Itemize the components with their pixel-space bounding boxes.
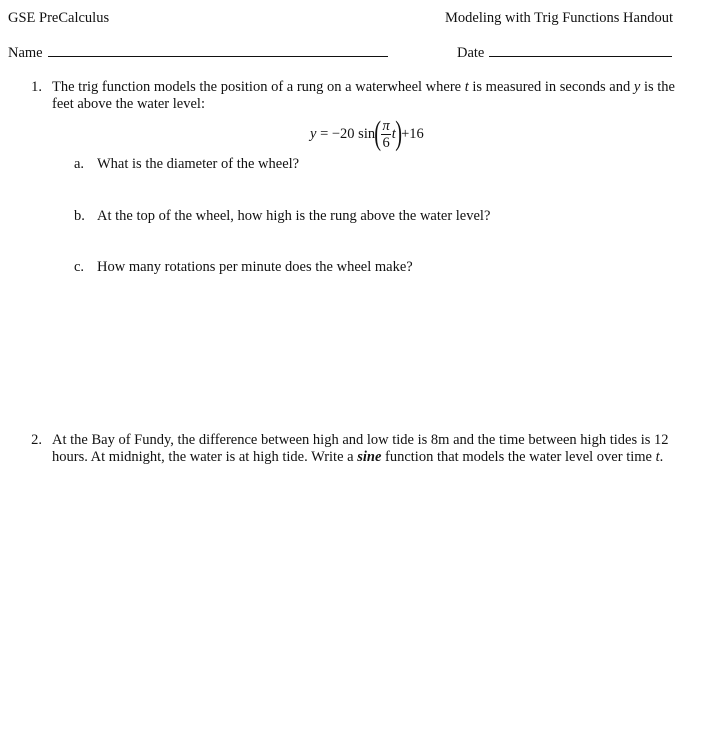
- question-1-text-a: The trig function models the position of a rung on a waterwheel where: [52, 79, 465, 95]
- question-1b-text: At the top of the wheel, how high is the rung above the water level?: [97, 208, 491, 224]
- question-2-text-c: .: [659, 449, 664, 465]
- left-paren: (: [374, 115, 382, 152]
- waterwheel-equation: [310, 113, 424, 155]
- question-1-text: [52, 79, 682, 113]
- course-title: GSE PreCalculus: [8, 10, 110, 26]
- question-1a-text: What is the diameter of the wheel?: [97, 156, 300, 172]
- question-1c-text: How many rotations per minute does the wheel make?: [97, 259, 413, 275]
- handout-title: Modeling with Trig Functions Handout: [445, 10, 673, 26]
- date-field[interactable]: [457, 44, 672, 62]
- equation-equals: =: [316, 125, 332, 142]
- name-label: Name: [8, 45, 43, 61]
- name-blank[interactable]: [48, 44, 388, 57]
- question-1a-letter: a.: [74, 156, 85, 172]
- question-2-var-t: t: [655, 449, 660, 465]
- question-2-text-b: function that models the water level over time: [381, 449, 656, 465]
- equation-lhs: y: [310, 125, 317, 142]
- question-2-text: [52, 432, 682, 466]
- fraction-numerator: π: [382, 117, 390, 134]
- equation-fraction: [381, 118, 390, 151]
- fraction-denominator: 6: [382, 134, 390, 151]
- question-2-emphasis: sine: [357, 449, 382, 465]
- question-2-text-a: At the Bay of Fundy, the difference between high and low tide is 8m and the time between high tides is 12 hours. At midnight, the water is at high tide. Write a: [52, 432, 669, 465]
- question-1-var-y: y: [633, 79, 641, 95]
- equation-var-t: t: [391, 125, 396, 142]
- question-1-text-b: is measured in seconds and: [468, 79, 634, 95]
- question-2-number: 2.: [31, 432, 42, 448]
- date-label: Date: [457, 45, 485, 61]
- equation-coefficient: −20 sin: [331, 125, 376, 142]
- right-paren: ): [395, 115, 402, 152]
- equation-constant: +16: [401, 125, 424, 142]
- question-1-text-c: is the feet above the water level:: [52, 79, 675, 112]
- question-1c-letter: c.: [74, 259, 85, 275]
- question-1-number: 1.: [31, 79, 42, 95]
- date-blank[interactable]: [489, 44, 672, 57]
- question-1-var-t: t: [464, 79, 469, 95]
- question-1b-letter: b.: [74, 208, 85, 224]
- name-field[interactable]: [8, 44, 388, 62]
